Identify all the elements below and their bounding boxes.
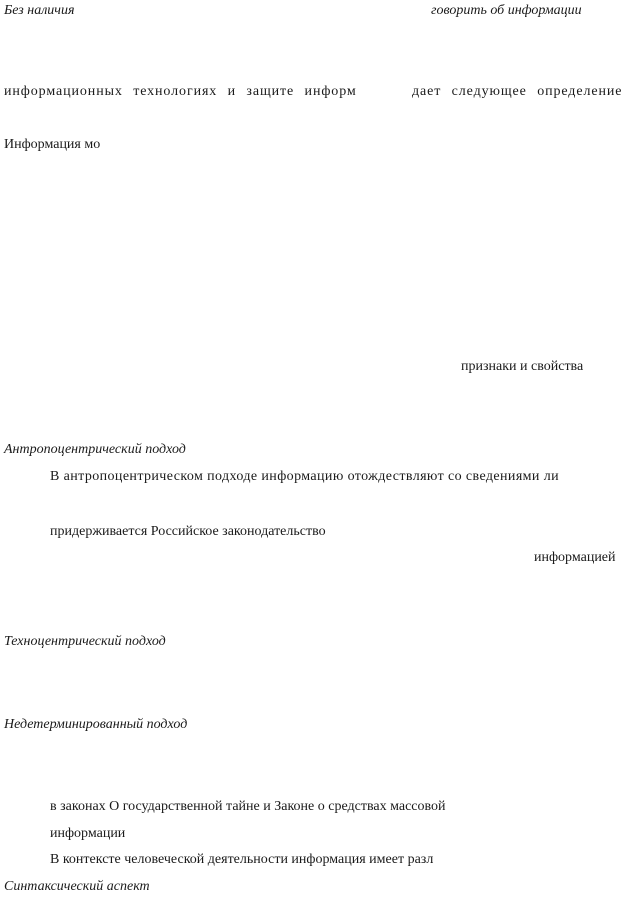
text-fragment: Без наличия (4, 3, 75, 18)
text-fragment: В антропоцентрическом подходе информацию отождествляют со сведениями ли (50, 469, 559, 484)
section-heading: Антропоцентрический подход (4, 442, 186, 457)
text-fragment: говорить об информации (431, 3, 582, 18)
text-fragment: информацией (534, 550, 616, 565)
section-heading: Техноцентрический подход (4, 634, 166, 649)
text-fragment: информации (50, 826, 126, 841)
text-fragment: В контексте человеческой деятельности информация имеет разл (50, 852, 434, 867)
text-fragment: в законах О государственной тайне и Законе о средствах массовой (50, 799, 446, 814)
text-fragment: признаки и свойства (461, 359, 584, 374)
text-fragment: Информация мо (4, 137, 101, 152)
section-heading: Синтаксический аспект (4, 879, 150, 894)
text-fragment: дает следующее определение (412, 84, 623, 99)
text-fragment: информационных технологиях и защите информ (4, 84, 357, 99)
section-heading: Недетерминированный подход (4, 717, 188, 732)
text-fragment: придерживается Российское законодательство (50, 524, 326, 539)
